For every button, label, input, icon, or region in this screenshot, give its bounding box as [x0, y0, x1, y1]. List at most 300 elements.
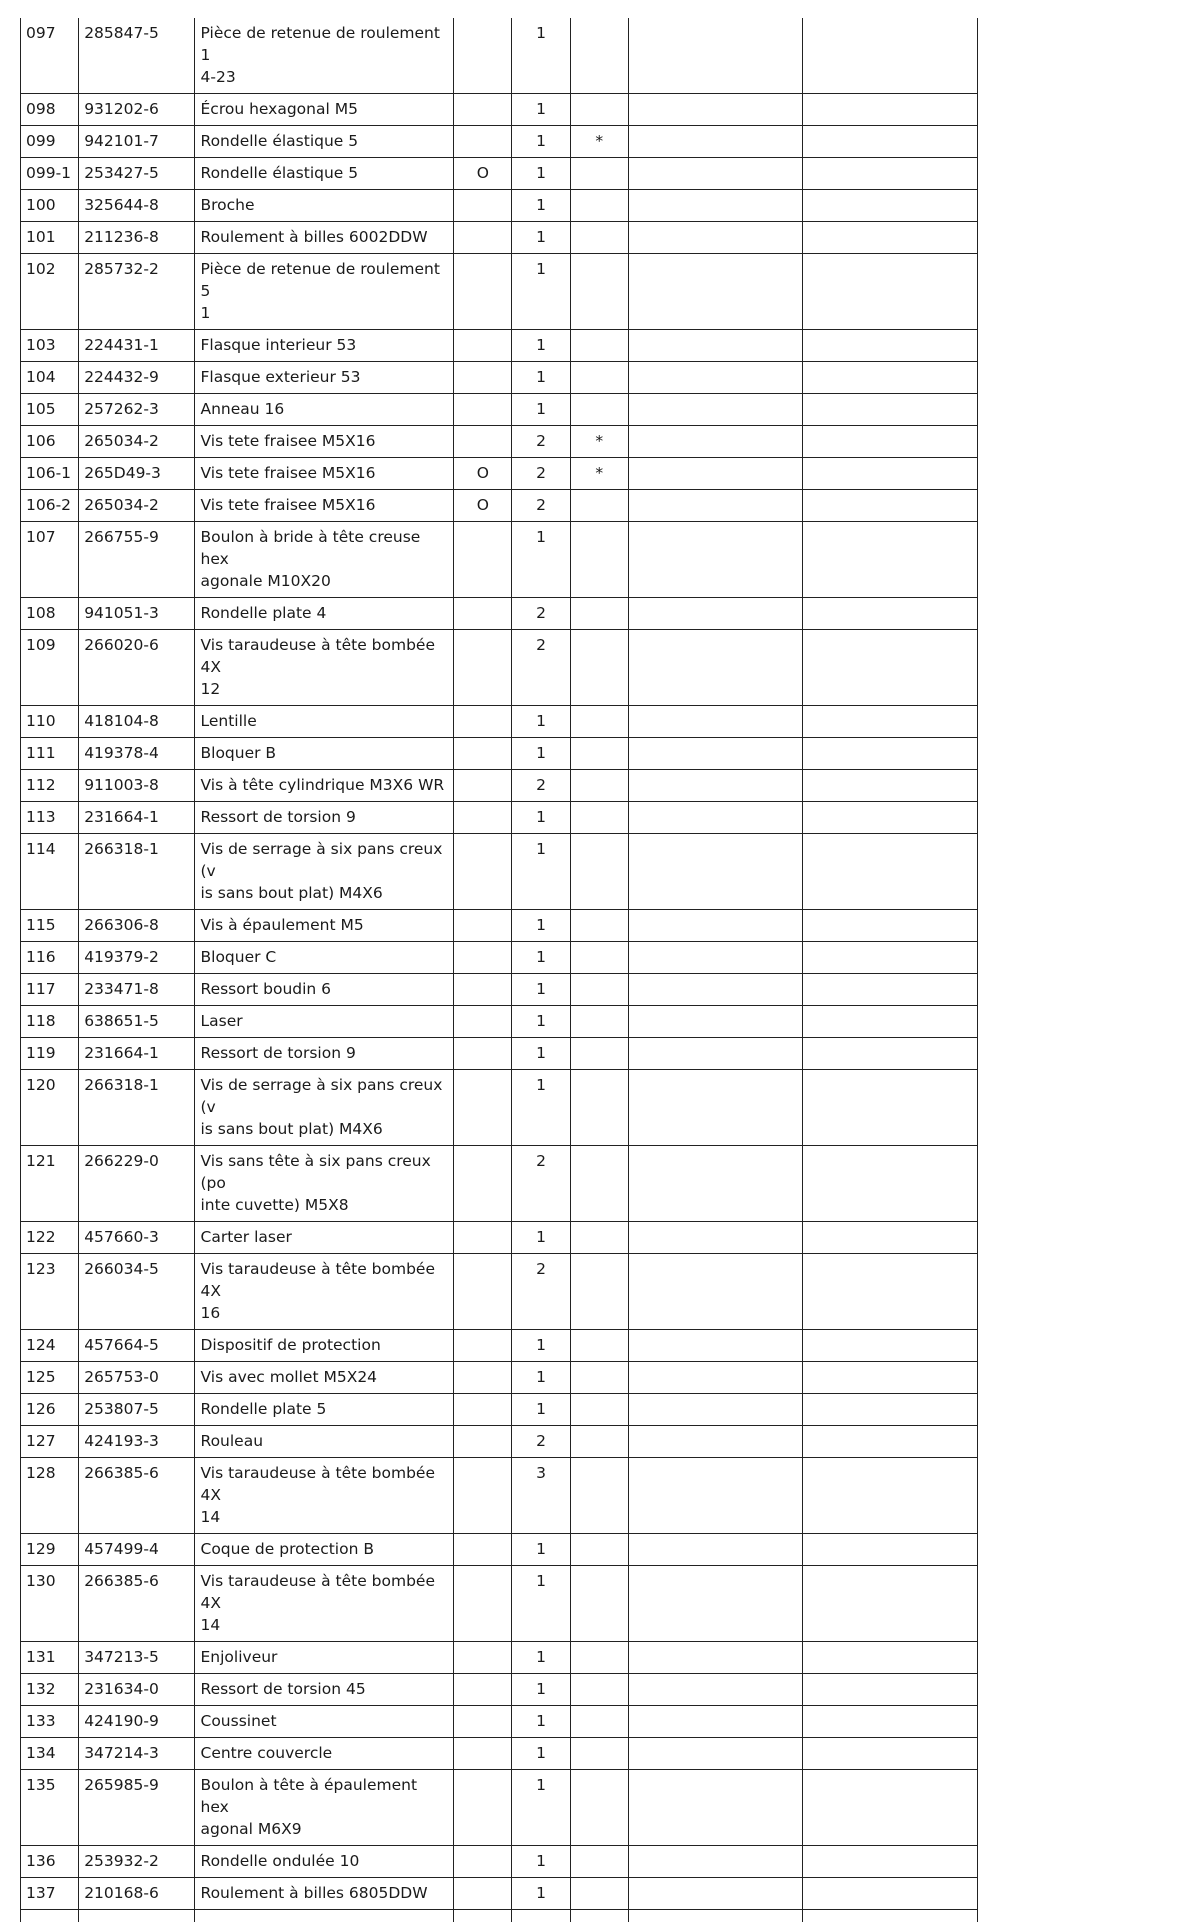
remark-cell [803, 190, 978, 222]
part-number-cell: 419379-2 [79, 942, 194, 974]
description-cell: Pièce de retenue de roulement 5 1 [194, 254, 454, 330]
note-cell [628, 974, 803, 1006]
part-number-cell: 211236-8 [79, 222, 194, 254]
parts-list-table [20, 18, 978, 1922]
option-cell [454, 1038, 512, 1070]
part-number-cell: 266385-6 [79, 1458, 194, 1534]
note-cell [628, 190, 803, 222]
quantity-cell: 1 [512, 1706, 570, 1738]
option-cell [454, 190, 512, 222]
option-cell [454, 126, 512, 158]
mark-cell [570, 1038, 628, 1070]
parts-list-body [21, 18, 978, 1922]
option-cell [454, 522, 512, 598]
item-number-cell: 104 [21, 362, 79, 394]
part-number-cell: 457664-5 [79, 1330, 194, 1362]
option-cell [454, 426, 512, 458]
part-number-cell: 224431-1 [79, 330, 194, 362]
note-cell [628, 254, 803, 330]
remark-cell [803, 158, 978, 190]
part-number-cell: 265034-2 [79, 490, 194, 522]
description-cell: Bloquer B [194, 738, 454, 770]
item-number-cell: 100 [21, 190, 79, 222]
table-row [21, 362, 978, 394]
table-row [21, 834, 978, 910]
description-cell: Centre couvercle [194, 1738, 454, 1770]
note-cell [628, 738, 803, 770]
quantity-cell: 1 [512, 362, 570, 394]
mark-cell [570, 1146, 628, 1222]
description-cell: Vis avec mollet M5X24 [194, 1362, 454, 1394]
table-row [21, 254, 978, 330]
description-cell: Boulon à tête à épaulement hex agonal M6X9 [194, 1770, 454, 1846]
part-number-cell: 233471-8 [79, 974, 194, 1006]
table-row [21, 1534, 978, 1566]
option-cell [454, 1458, 512, 1534]
remark-cell [803, 706, 978, 738]
part-number-cell: 266306-8 [79, 910, 194, 942]
mark-cell [570, 522, 628, 598]
option-cell [454, 1330, 512, 1362]
item-number-cell: 097 [21, 18, 79, 94]
part-number-cell: 941051-3 [79, 598, 194, 630]
note-cell [628, 1222, 803, 1254]
option-cell [454, 1394, 512, 1426]
remark-cell [803, 974, 978, 1006]
table-row [21, 394, 978, 426]
item-number-cell: 109 [21, 630, 79, 706]
table-row [21, 158, 978, 190]
item-number-cell: 119 [21, 1038, 79, 1070]
quantity-cell: 1 [512, 1770, 570, 1846]
note-cell [628, 522, 803, 598]
remark-cell [803, 522, 978, 598]
description-cell: Roulement à billes 6002DDW [194, 222, 454, 254]
note-cell [628, 1070, 803, 1146]
table-row [21, 1458, 978, 1534]
option-cell [454, 330, 512, 362]
quantity-cell: 1 [512, 1642, 570, 1674]
part-number-cell: 266229-0 [79, 1146, 194, 1222]
remark-cell [803, 1330, 978, 1362]
quantity-cell: 2 [512, 770, 570, 802]
description-cell: Vis taraudeuse à tête bombée 4X 14 [194, 1458, 454, 1534]
description-cell: Flasque interieur 53 [194, 330, 454, 362]
item-number-cell: 118 [21, 1006, 79, 1038]
option-cell [454, 1878, 512, 1910]
description-cell: Flasque exterieur 53 [194, 362, 454, 394]
item-number-cell: 135 [21, 1770, 79, 1846]
item-number-cell: 106 [21, 426, 79, 458]
mark-cell [570, 254, 628, 330]
empty-cell [454, 1910, 512, 1922]
table-row [21, 1330, 978, 1362]
remark-cell [803, 254, 978, 330]
table-row-continuation [21, 1910, 978, 1922]
quantity-cell: 2 [512, 426, 570, 458]
table-row [21, 1362, 978, 1394]
quantity-cell: 1 [512, 1878, 570, 1910]
quantity-cell: 2 [512, 1146, 570, 1222]
table-row [21, 1878, 978, 1910]
mark-cell [570, 1878, 628, 1910]
description-cell: Roulement à billes 6805DDW [194, 1878, 454, 1910]
part-number-cell: 424190-9 [79, 1706, 194, 1738]
item-number-cell: 131 [21, 1642, 79, 1674]
option-cell [454, 18, 512, 94]
remark-cell [803, 1706, 978, 1738]
quantity-cell: 1 [512, 974, 570, 1006]
option-cell [454, 1674, 512, 1706]
description-cell: Ressort de torsion 9 [194, 1038, 454, 1070]
part-number-cell: 424193-3 [79, 1426, 194, 1458]
item-number-cell: 113 [21, 802, 79, 834]
table-row [21, 490, 978, 522]
note-cell [628, 630, 803, 706]
option-cell [454, 362, 512, 394]
note-cell [628, 910, 803, 942]
option-cell [454, 942, 512, 974]
option-cell [454, 254, 512, 330]
quantity-cell: 1 [512, 222, 570, 254]
mark-cell [570, 910, 628, 942]
note-cell [628, 1038, 803, 1070]
mark-cell [570, 1222, 628, 1254]
quantity-cell: 1 [512, 1330, 570, 1362]
part-number-cell: 265753-0 [79, 1362, 194, 1394]
item-number-cell: 130 [21, 1566, 79, 1642]
description-cell: Vis tete fraisee M5X16 [194, 458, 454, 490]
part-number-cell: 285847-5 [79, 18, 194, 94]
description-cell: Pièce de retenue de roulement 1 4-23 [194, 18, 454, 94]
description-cell: Vis à tête cylindrique M3X6 WR [194, 770, 454, 802]
item-number-cell: 108 [21, 598, 79, 630]
empty-cell [512, 1910, 570, 1922]
option-cell [454, 1006, 512, 1038]
item-number-cell: 106-2 [21, 490, 79, 522]
item-number-cell: 103 [21, 330, 79, 362]
mark-cell [570, 94, 628, 126]
remark-cell [803, 1566, 978, 1642]
item-number-cell: 128 [21, 1458, 79, 1534]
mark-cell [570, 190, 628, 222]
quantity-cell: 1 [512, 1038, 570, 1070]
option-cell [454, 770, 512, 802]
part-number-cell: 257262-3 [79, 394, 194, 426]
description-cell: Rouleau [194, 1426, 454, 1458]
option-cell [454, 1706, 512, 1738]
quantity-cell: 1 [512, 94, 570, 126]
description-cell: Rondelle plate 4 [194, 598, 454, 630]
note-cell [628, 394, 803, 426]
description-cell: Rondelle élastique 5 [194, 126, 454, 158]
table-row [21, 458, 978, 490]
table-row [21, 1070, 978, 1146]
note-cell [628, 1362, 803, 1394]
description-cell: Vis tete fraisee M5X16 [194, 490, 454, 522]
quantity-cell: 2 [512, 458, 570, 490]
table-row [21, 190, 978, 222]
part-number-cell: 253932-2 [79, 1846, 194, 1878]
remark-cell [803, 426, 978, 458]
note-cell [628, 330, 803, 362]
mark-cell [570, 770, 628, 802]
table-row [21, 18, 978, 94]
item-number-cell: 121 [21, 1146, 79, 1222]
option-cell [454, 394, 512, 426]
mark-cell [570, 1070, 628, 1146]
table-row [21, 1394, 978, 1426]
option-cell [454, 1146, 512, 1222]
part-number-cell: 231664-1 [79, 802, 194, 834]
option-cell [454, 1642, 512, 1674]
mark-cell [570, 1254, 628, 1330]
option-cell [454, 1254, 512, 1330]
mark-cell [570, 1642, 628, 1674]
part-number-cell: 253427-5 [79, 158, 194, 190]
mark-cell [570, 330, 628, 362]
part-number-cell: 266034-5 [79, 1254, 194, 1330]
table-row [21, 910, 978, 942]
remark-cell [803, 394, 978, 426]
table-row [21, 802, 978, 834]
remark-cell [803, 1222, 978, 1254]
description-cell: Rondelle élastique 5 [194, 158, 454, 190]
note-cell [628, 1426, 803, 1458]
description-cell: Vis taraudeuse à tête bombée 4X 14 [194, 1566, 454, 1642]
table-row [21, 94, 978, 126]
mark-cell [570, 630, 628, 706]
item-number-cell: 098 [21, 94, 79, 126]
quantity-cell: 1 [512, 1738, 570, 1770]
mark-cell [570, 738, 628, 770]
part-number-cell: 347214-3 [79, 1738, 194, 1770]
mark-cell [570, 1674, 628, 1706]
part-number-cell: 231664-1 [79, 1038, 194, 1070]
option-cell [454, 222, 512, 254]
part-number-cell: 347213-5 [79, 1642, 194, 1674]
remark-cell [803, 1070, 978, 1146]
note-cell [628, 1642, 803, 1674]
part-number-cell: 931202-6 [79, 94, 194, 126]
remark-cell [803, 630, 978, 706]
quantity-cell: 2 [512, 490, 570, 522]
description-cell: Vis de serrage à six pans creux (v is sans bout plat) M4X6 [194, 1070, 454, 1146]
mark-cell: * [570, 426, 628, 458]
option-cell [454, 598, 512, 630]
note-cell [628, 1566, 803, 1642]
remark-cell [803, 598, 978, 630]
remark-cell [803, 834, 978, 910]
mark-cell [570, 802, 628, 834]
table-row [21, 522, 978, 598]
part-number-cell: 638651-5 [79, 1006, 194, 1038]
description-cell: Enjoliveur [194, 1642, 454, 1674]
mark-cell [570, 598, 628, 630]
part-number-cell: 419378-4 [79, 738, 194, 770]
mark-cell [570, 1458, 628, 1534]
description-cell: Écrou hexagonal M5 [194, 94, 454, 126]
description-cell: Bloquer C [194, 942, 454, 974]
option-cell [454, 1222, 512, 1254]
quantity-cell: 1 [512, 942, 570, 974]
item-number-cell: 111 [21, 738, 79, 770]
note-cell [628, 1254, 803, 1330]
option-cell [454, 1426, 512, 1458]
option-cell [454, 1070, 512, 1146]
option-cell: O [454, 490, 512, 522]
note-cell [628, 942, 803, 974]
empty-cell [79, 1910, 194, 1922]
item-number-cell: 129 [21, 1534, 79, 1566]
description-cell: Rondelle plate 5 [194, 1394, 454, 1426]
note-cell [628, 490, 803, 522]
remark-cell [803, 1006, 978, 1038]
table-row [21, 330, 978, 362]
option-cell [454, 1534, 512, 1566]
item-number-cell: 117 [21, 974, 79, 1006]
remark-cell [803, 1146, 978, 1222]
table-row [21, 222, 978, 254]
part-number-cell: 253807-5 [79, 1394, 194, 1426]
table-row [21, 126, 978, 158]
table-row [21, 1846, 978, 1878]
quantity-cell: 1 [512, 522, 570, 598]
remark-cell [803, 770, 978, 802]
option-cell [454, 1770, 512, 1846]
note-cell [628, 770, 803, 802]
item-number-cell: 133 [21, 1706, 79, 1738]
item-number-cell: 110 [21, 706, 79, 738]
part-number-cell: 457499-4 [79, 1534, 194, 1566]
quantity-cell: 2 [512, 598, 570, 630]
note-cell [628, 1330, 803, 1362]
remark-cell [803, 1254, 978, 1330]
mark-cell [570, 1566, 628, 1642]
remark-cell [803, 1394, 978, 1426]
option-cell: O [454, 458, 512, 490]
item-number-cell: 105 [21, 394, 79, 426]
table-row [21, 1006, 978, 1038]
note-cell [628, 1770, 803, 1846]
description-cell: Coque de protection B [194, 1534, 454, 1566]
mark-cell [570, 362, 628, 394]
mark-cell [570, 1394, 628, 1426]
option-cell [454, 94, 512, 126]
description-cell: Anneau 16 [194, 394, 454, 426]
quantity-cell: 2 [512, 630, 570, 706]
empty-cell [194, 1910, 454, 1922]
item-number-cell: 116 [21, 942, 79, 974]
mark-cell [570, 974, 628, 1006]
mark-cell [570, 1846, 628, 1878]
item-number-cell: 115 [21, 910, 79, 942]
description-cell: Carter laser [194, 1222, 454, 1254]
description-cell: Ressort de torsion 45 [194, 1674, 454, 1706]
item-number-cell: 126 [21, 1394, 79, 1426]
item-number-cell: 122 [21, 1222, 79, 1254]
part-number-cell: 911003-8 [79, 770, 194, 802]
note-cell [628, 18, 803, 94]
note-cell [628, 362, 803, 394]
table-row [21, 1426, 978, 1458]
part-number-cell: 266318-1 [79, 1070, 194, 1146]
quantity-cell: 1 [512, 1006, 570, 1038]
part-number-cell: 265034-2 [79, 426, 194, 458]
note-cell [628, 1146, 803, 1222]
quantity-cell: 1 [512, 910, 570, 942]
part-number-cell: 266755-9 [79, 522, 194, 598]
option-cell [454, 630, 512, 706]
description-cell: Vis tete fraisee M5X16 [194, 426, 454, 458]
table-row [21, 1222, 978, 1254]
option-cell [454, 738, 512, 770]
remark-cell [803, 1458, 978, 1534]
part-number-cell: 325644-8 [79, 190, 194, 222]
quantity-cell: 1 [512, 1070, 570, 1146]
remark-cell [803, 1846, 978, 1878]
quantity-cell: 1 [512, 834, 570, 910]
table-row [21, 630, 978, 706]
item-number-cell: 120 [21, 1070, 79, 1146]
option-cell [454, 910, 512, 942]
description-cell: Rondelle ondulée 10 [194, 1846, 454, 1878]
table-row [21, 942, 978, 974]
description-cell: Coussinet [194, 1706, 454, 1738]
note-cell [628, 1706, 803, 1738]
description-cell: Ressort boudin 6 [194, 974, 454, 1006]
remark-cell [803, 126, 978, 158]
item-number-cell: 137 [21, 1878, 79, 1910]
description-cell: Vis taraudeuse à tête bombée 4X 16 [194, 1254, 454, 1330]
mark-cell [570, 490, 628, 522]
mark-cell [570, 394, 628, 426]
quantity-cell: 1 [512, 158, 570, 190]
empty-cell [803, 1910, 978, 1922]
description-cell: Broche [194, 190, 454, 222]
note-cell [628, 1458, 803, 1534]
table-row [21, 1642, 978, 1674]
remark-cell [803, 1770, 978, 1846]
quantity-cell: 1 [512, 1534, 570, 1566]
remark-cell [803, 1534, 978, 1566]
item-number-cell: 123 [21, 1254, 79, 1330]
table-row [21, 1146, 978, 1222]
part-number-cell: 224432-9 [79, 362, 194, 394]
item-number-cell: 101 [21, 222, 79, 254]
note-cell [628, 94, 803, 126]
option-cell [454, 1738, 512, 1770]
description-cell: Vis de serrage à six pans creux (v is sans bout plat) M4X6 [194, 834, 454, 910]
table-row [21, 974, 978, 1006]
table-row [21, 598, 978, 630]
remark-cell [803, 94, 978, 126]
remark-cell [803, 738, 978, 770]
quantity-cell: 1 [512, 1566, 570, 1642]
mark-cell [570, 1330, 628, 1362]
note-cell [628, 426, 803, 458]
quantity-cell: 1 [512, 1846, 570, 1878]
mark-cell [570, 1362, 628, 1394]
part-number-cell: 266020-6 [79, 630, 194, 706]
table-row [21, 706, 978, 738]
option-cell: O [454, 158, 512, 190]
note-cell [628, 1878, 803, 1910]
item-number-cell: 132 [21, 1674, 79, 1706]
item-number-cell: 136 [21, 1846, 79, 1878]
part-number-cell: 266385-6 [79, 1566, 194, 1642]
mark-cell [570, 706, 628, 738]
